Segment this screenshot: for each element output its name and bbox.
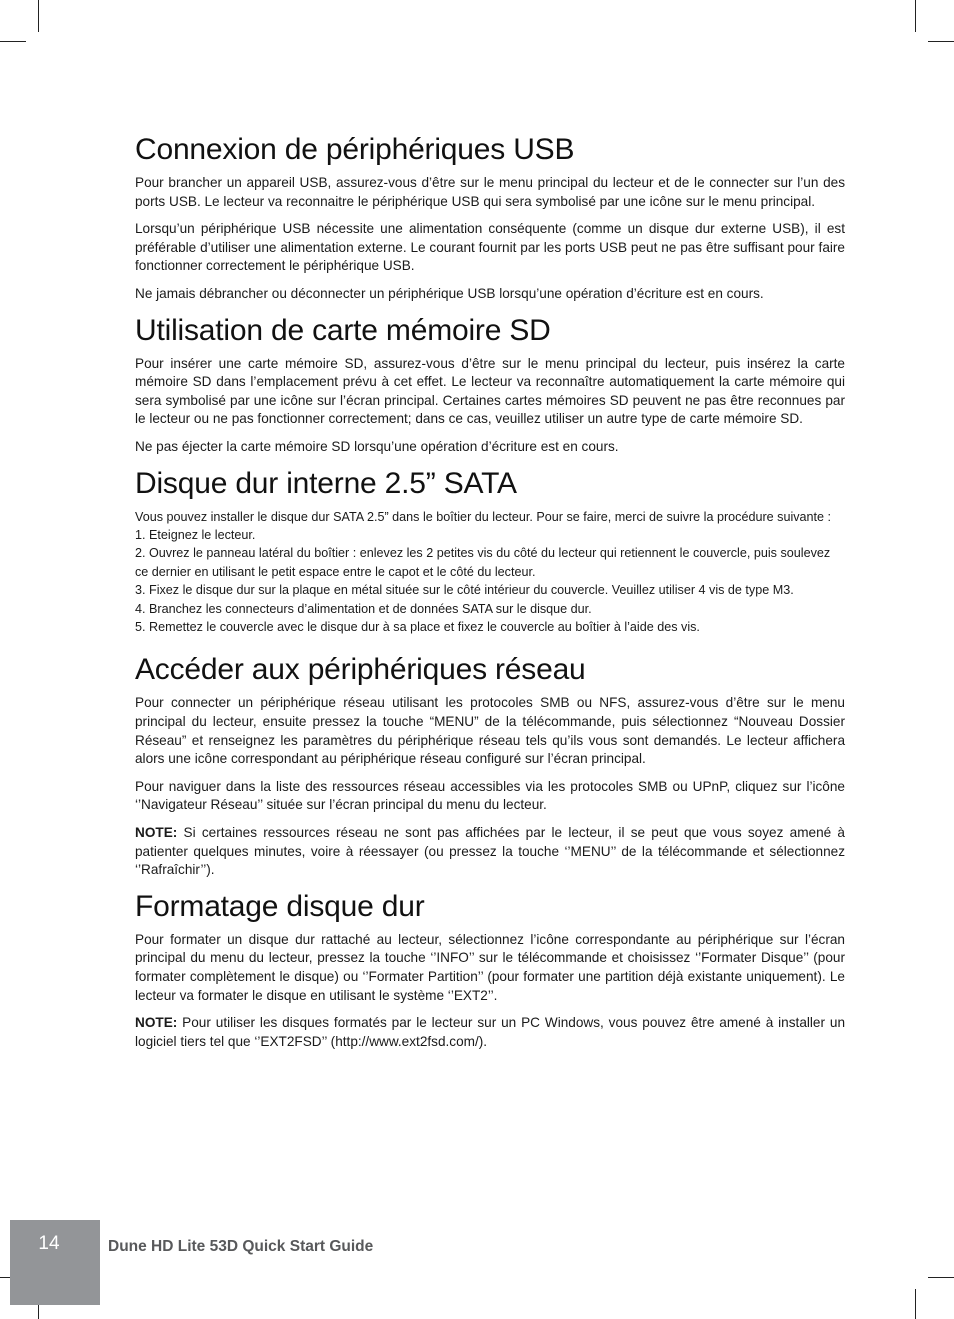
- note-text: Si certaines ressources réseau ne sont pas affichées par le lecteur, il se peut que vous soyez amené à patienter quelques minutes, voire à réessayer (ou pressez la touche ‘’MENU’’ de la télécommande et sélectionnez ‘’Rafraîchir’’).: [135, 824, 845, 878]
- paragraph: Ne jamais débrancher ou déconnecter un périphérique USB lorsqu’une opération d’écriture est en cours.: [135, 285, 764, 301]
- note-label: NOTE:: [135, 1015, 178, 1031]
- section-title: Disque dur interne 2.5” SATA: [135, 466, 517, 500]
- crop-mark: [928, 1277, 954, 1278]
- note-text: Pour utiliser les disques formatés par le lecteur sur un PC Windows, vous pouvez être amené à installer un logiciel tiers tel que ‘’EXT2FSD’’ (http://www.ext2fsd.com/).: [135, 1015, 845, 1049]
- list-item: 4. Branchez les connecteurs d’alimentation et de données SATA sur le disque dur.: [135, 601, 592, 616]
- crop-mark: [915, 0, 916, 32]
- section-title: Utilisation de carte mémoire SD: [135, 313, 551, 347]
- list-item: 1. Eteignez le lecteur.: [135, 527, 256, 542]
- section-sata: [135, 466, 845, 637]
- paragraph: Pour formater un disque dur rattaché au lecteur, sélectionnez l’icône correspondante au périphérique sur l’écran principal du menu du lecteur, pressez la touche ‘’INFO’’ sur le télécommande et choisissez ‘’Formater Disque’’ (pour formater complètement le disque) ou ‘’Formater Partition’’ (pour formater une partition déjà existante uniquement). Le lecteur va formater le disque en utilisant le système ‘’EXT2’’.: [135, 931, 845, 1003]
- crop-mark: [915, 1289, 916, 1319]
- section-sd-card: [135, 313, 845, 457]
- page-number: 14: [38, 1233, 60, 1254]
- paragraph: Lorsqu’un périphérique USB nécessite une alimentation conséquente (comme un disque dur externe USB), il est préférable d’utiliser une alimentation externe. Le courant fournit par les ports USB peut ne pas être suffisant pour faire fonctionner correctement le périphérique USB.: [135, 221, 845, 274]
- section-title: Formatage disque dur: [135, 889, 425, 923]
- note: [135, 1014, 845, 1051]
- section-usb: [135, 132, 845, 304]
- section-title: Accéder aux périphériques réseau: [135, 653, 586, 687]
- crop-mark: [928, 41, 954, 42]
- paragraph: Vous pouvez installer le disque dur SATA 2.5” dans le boîtier du lecteur. Pour se faire, merci de suivre la procédure suivante :: [135, 509, 832, 524]
- section-title: Connexion de périphériques USB: [135, 133, 575, 166]
- footer-title: Dune HD Lite 53D Quick Start Guide: [108, 1238, 374, 1255]
- paragraph: Ne pas éjecter la carte mémoire SD lorsqu’une opération d’écriture est en cours.: [135, 438, 619, 454]
- paragraph: Pour connecter un périphérique réseau utilisant les protocoles SMB ou NFS, assurez-vous d’être sur le menu principal du lecteur, ensuite pressez la touche “MENU” de la télécommande, puis sélectionnez “Nouveau Dossier Réseau” et renseignez les paramètres du périphérique réseau tels qu’ils vous sont demandés. Le lecteur affichera alors une icône correspondant au périphérique réseau configuré sur l’écran principal.: [135, 695, 845, 767]
- crop-mark: [0, 41, 26, 42]
- section-network: [135, 652, 845, 879]
- paragraph: Pour brancher un appareil USB, assurez-vous d’être sur le menu principal du lecteur et de le connecter sur l’un des ports USB. Le lecteur va reconnaitre le périphérique USB qui sera symbolisé par une icône sur le menu principal.: [135, 175, 845, 209]
- list-item: 2. Ouvrez le panneau latéral du boîtier : enlevez les 2 petites vis du côté du lecteur qui retiennent le couvercle, puis soulevez ce dernier en utilisant le petit espace entre le capot et le côté du lecteur.: [135, 546, 831, 579]
- section-format: [135, 889, 845, 1052]
- note: [135, 824, 845, 880]
- note-label: NOTE:: [135, 824, 178, 840]
- paragraph: Pour insérer une carte mémoire SD, assurez-vous d’être sur le menu principal du lecteur, puis insérez la carte mémoire SD dans l’emplacement prévu à cet effet. Le lecteur va reconnaître automatiquement la carte mémoire qui sera symbolisé par une icône sur l’écran principal. Certaines cartes mémoires SD peuvent ne pas être reconnues par le lecteur ou ne pas fonctionner correctement; dans ce cas, veuillez utiliser un autre type de carte mémoire SD.: [135, 355, 845, 427]
- list-item: 5. Remettez le couvercle avec le disque dur à sa place et fixez le couvercle au boîtier à l’aide des vis.: [135, 619, 700, 634]
- list-item: 3. Fixez le disque dur sur la plaque en métal située sur le côté intérieur du couvercle. Veuillez utiliser 4 vis de type M3.: [135, 583, 794, 598]
- crop-mark: [38, 0, 39, 32]
- page-content: [135, 132, 845, 1060]
- paragraph: Pour naviguer dans la liste des ressources réseau accessibles via les protocoles SMB ou UPnP, cliquez sur l’icône ‘’Navigateur Réseau’’ située sur l’écran principal du menu du lecteur.: [135, 778, 845, 813]
